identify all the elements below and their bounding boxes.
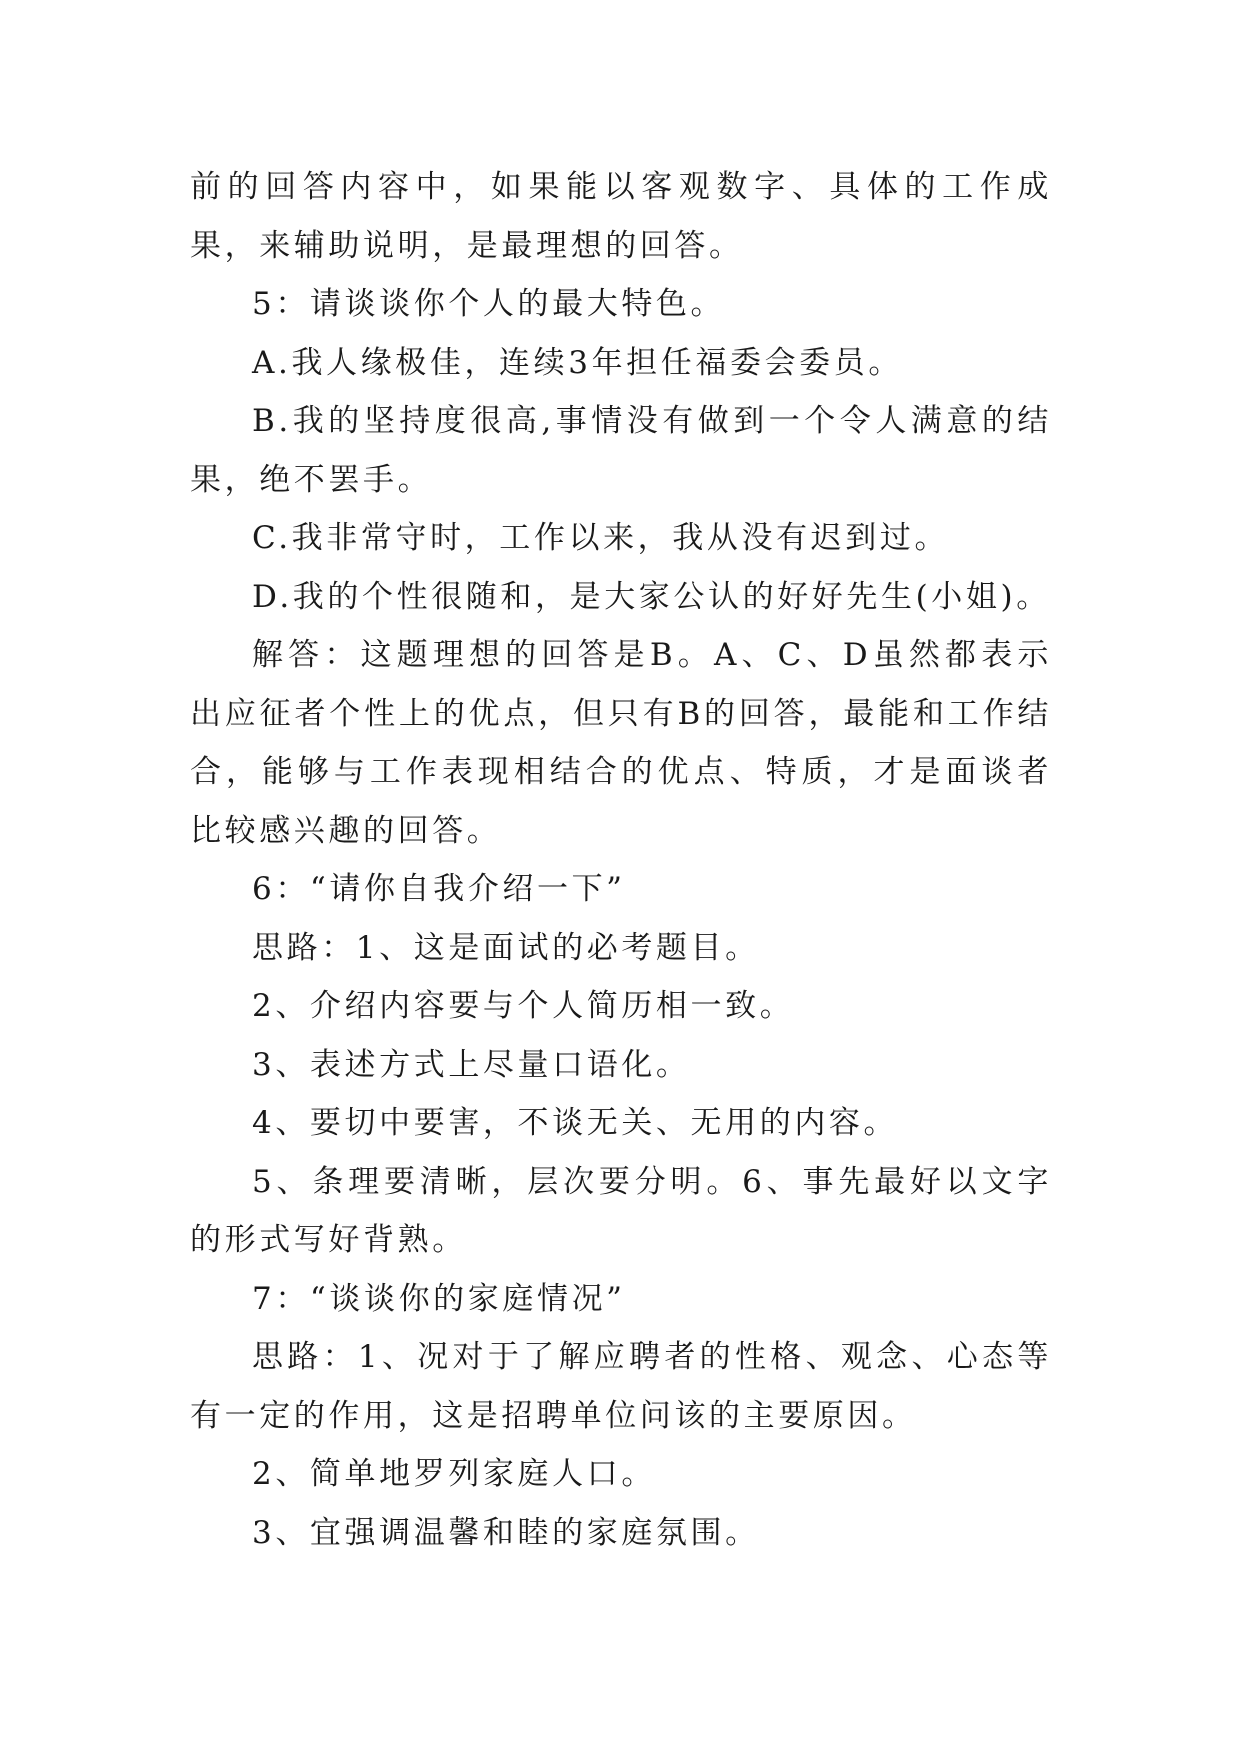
paragraph-continuation: 前的回答内容中，如果能以客观数字、具体的工作成果，来辅助说明，是最理想的回答。 [190, 169, 1052, 264]
option-d: D.我的个性很随和，是大家公认的好好先生(小姐)。 [252, 578, 1051, 615]
document-page [190, 158, 1052, 1562]
option-a: A.我人缘极佳，连续3年担任福委会委员。 [252, 344, 903, 381]
question-6-heading: 6：“请你自我介绍一下” [252, 871, 626, 907]
q7-point-1: 思路：1、况对于了解应聘者的性格、观念、心态等有一定的作用，这是招聘单位问该的主要原因。 [190, 1339, 1052, 1434]
option-b: B.我的坚持度很高,事情没有做到一个令人满意的结果，绝不罢手。 [190, 403, 1052, 498]
q7-point-3: 3、宜强调温馨和睦的家庭氛围。 [252, 1514, 760, 1551]
option-c: C.我非常守时，工作以来，我从没有迟到过。 [252, 520, 950, 556]
question-7-heading: 7：“谈谈你的家庭情况” [252, 1280, 626, 1317]
q6-point-5-6: 5、条理要清晰，层次要分明。6、事先最好以文字的形式写好背熟。 [190, 1163, 1052, 1258]
question-5-heading: 5：请谈谈你个人的最大特色。 [252, 286, 726, 322]
q6-point-1: 思路：1、这是面试的必考题目。 [252, 929, 760, 966]
answer-explanation: 解答：这题理想的回答是B。A、C、D虽然都表示出应征者个性上的优点，但只有B的回答，最能和工作结合，能够与工作表现相结合的优点、特质，才是面谈者比较感兴趣的回答。 [190, 637, 1052, 849]
q6-point-2: 2、介绍内容要与个人简历相一致。 [252, 988, 795, 1024]
q6-point-3: 3、表述方式上尽量口语化。 [252, 1046, 691, 1083]
q6-point-4: 4、要切中要害，不谈无关、无用的内容。 [252, 1105, 899, 1141]
q7-point-2: 2、简单地罗列家庭人口。 [252, 1456, 656, 1492]
